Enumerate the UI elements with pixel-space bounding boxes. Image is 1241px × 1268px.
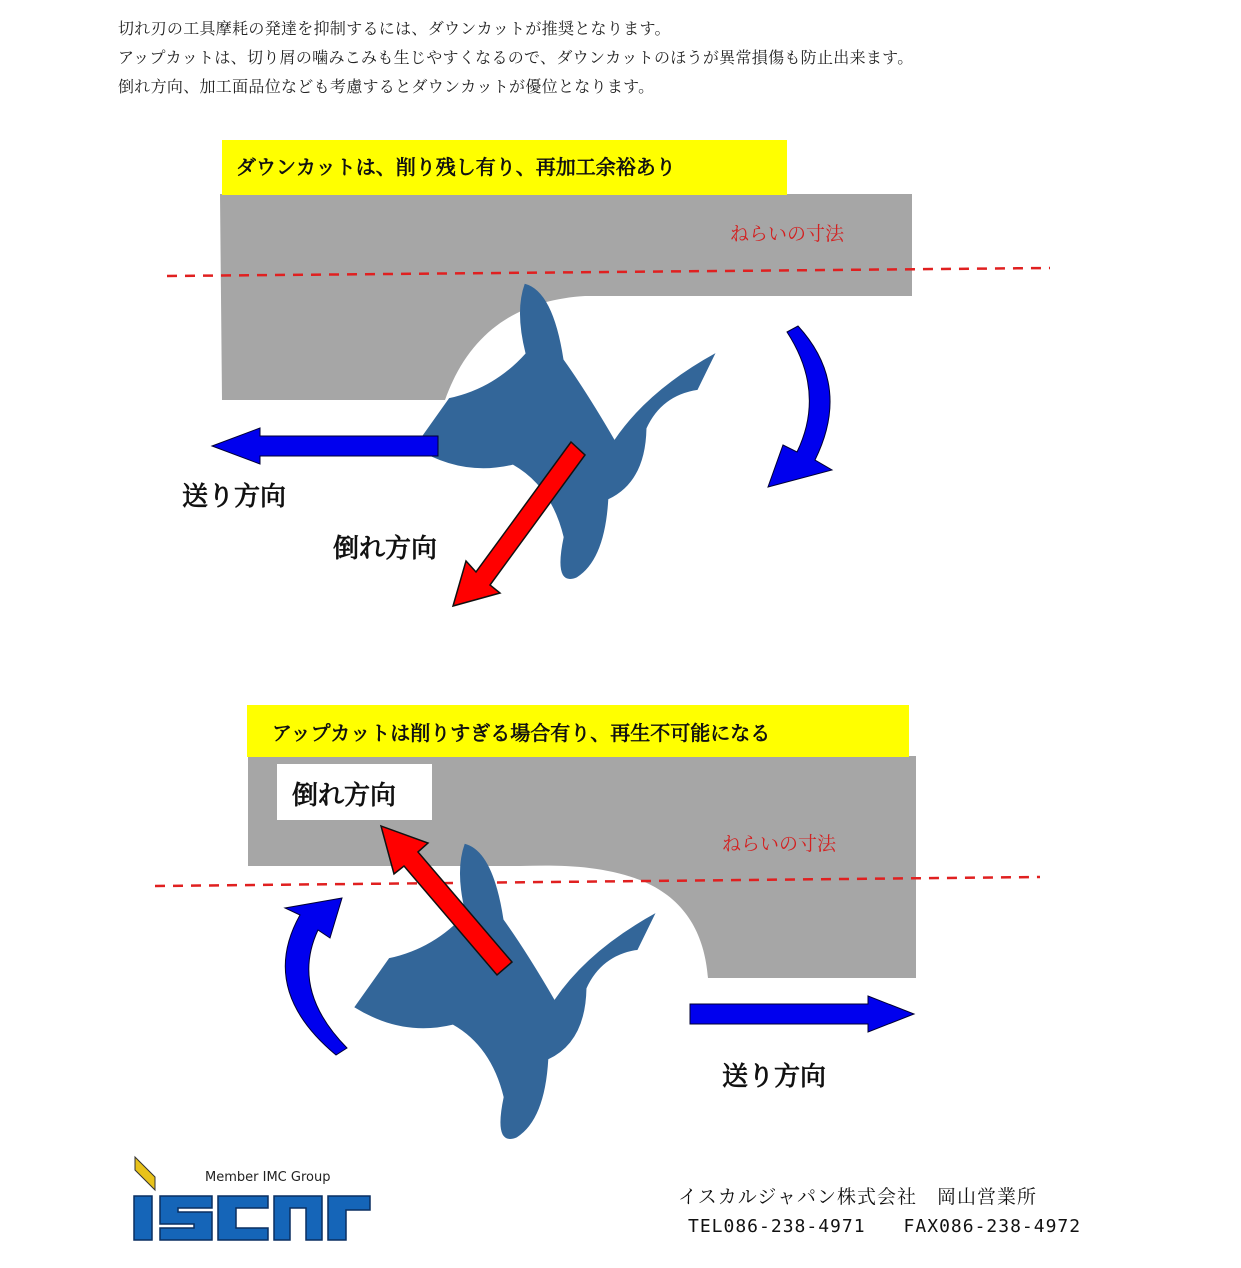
upcut-deflection-label: 倒れ方向 — [292, 781, 397, 811]
intro-line-3: 倒れ方向、加工面品位なども考慮するとダウンカットが優位となります。 — [118, 77, 655, 96]
downcut-rotation-arrow — [768, 326, 832, 487]
upcut-target-label: ねらいの寸法 — [722, 833, 837, 855]
contact-info: TEL086-238-4971 FAX086-238-4972 — [688, 1216, 1082, 1237]
downcut-feed-arrow — [212, 428, 438, 464]
iscar-logo — [130, 1152, 380, 1247]
downcut-deflection-label: 倒れ方向 — [333, 534, 438, 564]
iscar-logo-mark — [130, 1152, 380, 1247]
upcut-rotation-arrow — [285, 898, 347, 1055]
upcut-diagram — [155, 705, 1040, 1160]
downcut-target-label: ねらいの寸法 — [730, 223, 845, 245]
upcut-banner-text: アップカットは削りすぎる場合有り、再生不可能になる — [272, 721, 771, 745]
upcut-feed-label: 送り方向 — [722, 1062, 827, 1092]
downcut-banner-text: ダウンカットは、削り残し有り、再加工余裕あり — [236, 155, 676, 179]
upcut-feed-arrow — [690, 996, 914, 1032]
upcut-end-mill — [330, 827, 656, 1160]
downcut-diagram — [167, 140, 1050, 606]
intro-line-2: アップカットは、切り屑の噛みこみも生じやすくなるので、ダウンカットのほうが異常損傷も防止出来ます。 — [118, 48, 914, 67]
intro-line-1: 切れ刃の工具摩耗の発達を抑制するには、ダウンカットが推奨となります。 — [118, 19, 671, 38]
logo-tagline: Member IMC Group — [205, 1170, 331, 1185]
downcut-feed-label: 送り方向 — [182, 482, 287, 512]
company-name: イスカルジャパン株式会社 岡山営業所 — [678, 1186, 1037, 1208]
